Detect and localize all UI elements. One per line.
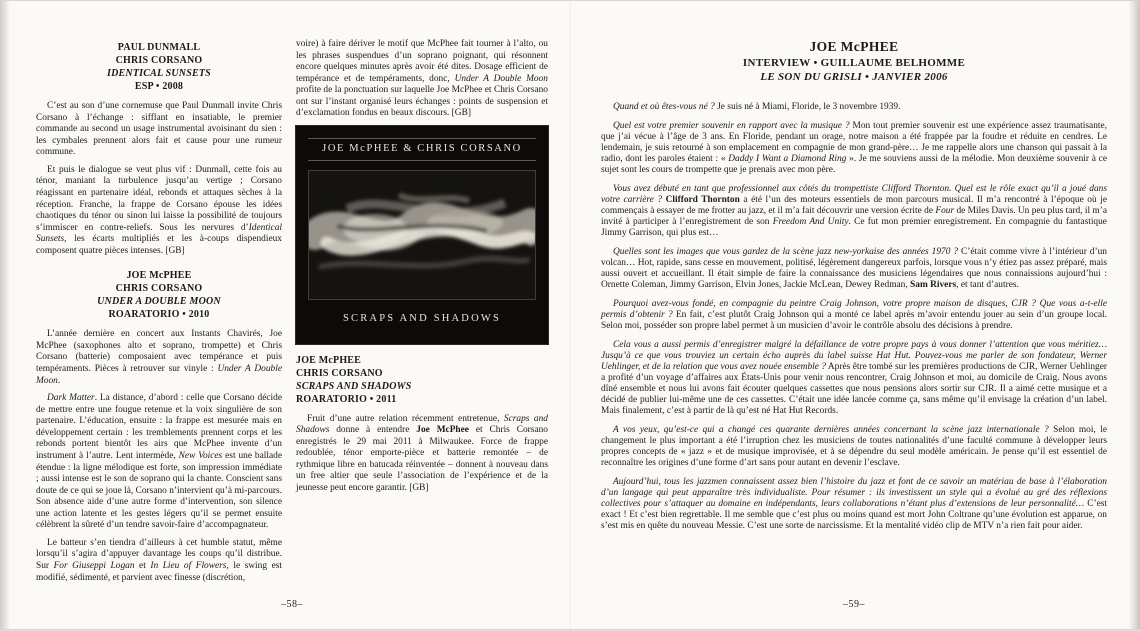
qa-paragraph: Quand et où êtes-vous né ? Je suis né à Miami, Floride, le 3 novembre 1939. <box>613 102 901 113</box>
qa-paragraph: Aujourd’hui, tous les jazzmen connaissent assez bien l’histoire du jazz et font de ce savoir un matériau de base à l’élaboration d’un langage qui peut apparaître très individualiste. Pour résumer : ils investissent un style qui a évolué au gré des réflexions collectives pour s’attaquer au domaine en indépendants, leurs collaborations n’étant plus d’extensions de leur personnalité… C’est exact ! Et c’est bien regrettable. Il me semble que c’est plus ou moins quand est mort John Coltrane qu’une évolution est apparue, on s’est mis en quête du nouveau Messie. C’est une sorte de narcissisme. Et la mentalité vidéo clip de MTV n’a rien fait pour aider. <box>601 477 1108 532</box>
review-paragraph: Le batteur s’en tiendra d’ailleurs à cet humble statut, même lorsqu’il s’agira d’appuyer davantage les coups qu’il distribue. Sur For Giuseppi Logan et In Lieu of Flowers, le swing est modifié, sédimenté, et parvient avec finesse (discrétion, <box>36 537 282 583</box>
review-album-title: SCRAPS AND SHADOWS <box>296 380 412 392</box>
review-album-title: UNDER A DOUBLE MOON <box>97 296 221 308</box>
review-paragraph: C’est au son d’une cornemuse que Paul Dunmall invite Chris Corsano à l’échange : sifflant en insatiable, le premier commande au second un usage instrumental avoisinant du sien : les cymbales prennent alors fait et cause pour une rumeur commune. <box>36 101 282 158</box>
abstract-painting <box>309 171 535 299</box>
review-header-under-a-double-moon <box>36 269 282 321</box>
qa-paragraph: Vous avez débuté en tant que professionnel aux côtés du trompettiste Clifford Thornton. Quel est le rôle exact qu’il a joué dans votre carrière ? Clifford Thornton a été l’un des moteurs essentiels de mon parcours musical. Il m’a rencontré à l’époque où je commençais à essayer de me frotter au jazz, et il m’a fait découvrir une version écrite de Four de Miles Davis. Un peu plus tard, il m’a invité à participer à l’enregistrement de son Freedom And Unity. Ce fut mon premier enregistrement. En compagnie du fantastique Jimmy Garrison, qui plus est… <box>601 184 1107 239</box>
qa-paragraph: Quel est votre premier souvenir en rapport avec la musique ? Mon tout premier souvenir est une expérience assez traumatisante, que j’ai vécue à l’âge de 3 ans. En Floride, pendant un orage, notre maison a été frappée par la foudre et réduite en cendres. Le lendemain, je suis retourné à son emplacement en compagnie de mon grand-père… Je me rappelle alors une chanson qui passait à la radio, dont les paroles étaient : « Daddy I Want a Diamond Ring ». Je me souviens aussi de la mélodie. Mon deuxième souvenir à ce sujet sont les cours de trompette que je prenais avec mon père. <box>601 121 1107 176</box>
qa-paragraph: A vos yeux, qu’est-ce qui a changé ces quarante dernières années concernant la scène jazz internationale ? Selon moi, le changement le plus important a été l’irruption chez les musiciens de toutes nationalités d’une faculté commune à développer leurs propres concepts de « jazz » et de musique improvisée, et à se dépendre du seul modèle américain. Je pense qu’il est essentiel de reconnaître les origines d’une forme d’art sans pour autant en devenir l’esclave. <box>601 425 1107 469</box>
qa-paragraph: Cela vous a aussi permis d’enregistrer malgré la défaillance de votre propre pays à vous donner l’attention que vous méritiez… Jusqu’à ce que vous trouviez un certain écho auprès du label suisse Hat Hut. Pouvez-vous me parler de son fondateur, Werner Uehlinger, et de la relation que vous avez nouée ensemble ? Après être tombé sur les premières productions de CJR, Werner Uehlinger a profité d’un voyage d’affaires aux États-Unis pour venir nous rencontrer, Craig Johnson et moi, au domicile de Craig. Nous avons dîné ensemble et nous lui avons fait écouter quelques cassettes que nous pensions alors sortir sur CJR. Il a aimé cette musique et a décidé de publier lui-même une de ces cassettes. C’était une idée lancée comme ça, sans même qu’il envisage la création d’un label. Mais finalement, c’est à partir de là qu’est né Hat Hut Records. <box>601 340 1107 417</box>
left-page-column-1 <box>36 39 282 590</box>
review-paragraph: Dark Matter. La distance, d’abord : celle que Corsano décide de mettre entre une fougue retenue et la voix singulière de son partenaire. L’éducation, ensuite : la frappe est mesurée mais en développement certain : les tremblements prennent corps et les rebonds portent bientôt les airs que McPhee invente d’un instrument à l’autre. Lent intermède, New Voices est une ballade étendue : la ligne mélodique est forte, son impression immédiate ; aussi intense est le son de soprano qui la chante. Conscient sans doute de ce qui se joue là, Corsano n’intervient qu’à mi-parcours. Son absence aide d’une autre forme d’intervention, son silence une action latente et les gestes légers qu’il se permet ensuite célèbrent la sûreté d’un tendre savoir-faire d’accompagnateur. <box>36 393 282 531</box>
album-cover-artists: JOE McPHEE & CHRIS CORSANO <box>308 138 536 161</box>
interview-byline: INTERVIEW • GUILLAUME BELHOMME <box>742 56 966 69</box>
review-label-year: ROARATORIO • 2011 <box>296 393 397 405</box>
right-page-column <box>601 39 1107 540</box>
review-label-year: ROARATORIO • 2010 <box>108 309 210 321</box>
review-paragraph: L’année dernière en concert aux Instants Chavirés, Joe McPhee (saxophones alto et soprano, trompette) et Chris Corsano (batterie) composaient avec tempérance et puis tempéraments. Pièces à retrouver sur vinyle : Under A Double Moon. <box>36 329 282 386</box>
album-cover-art <box>308 170 536 300</box>
page-gutter <box>569 1 571 631</box>
review-artist-line: CHRIS CORSANO <box>115 55 203 66</box>
review-paragraph: Et puis le dialogue se veut plus vif : Dunmall, cette fois au ténor, maniant la turbulence jusqu’au vertige ; Corsano réagissant en partenaire idéal, rebonds et attaques sèches à la réception. Franche, la frappe de Corsano épouse les idées chaotiques du ténor ou sinon lui laisse la possibilité de toujours s’immiscer en contre-reliefs. Sous les nervures d’Identical Sunsets, les écarts multipliés et les à-coups dispendieux composent quatre pièces intenses. [GB] <box>36 164 282 256</box>
review-artist-line: CHRIS CORSANO <box>115 283 203 295</box>
review-artist-line: PAUL DUNMALL <box>117 42 201 53</box>
review-artist-line: CHRIS CORSANO <box>296 367 383 379</box>
review-paragraph-continuation: voire) à faire dériver le motif que McPhee fait tourner à l’alto, ou les phrases suspendues d’un soprano poignant, qui résonnent encore quelques minutes après avoir été dites. Dosage efficient de tempérance et de tempéraments, donc, Under A Double Moon profite de la ponctuation sur laquelle Joe McPhee et Chris Corsano ont sur l’instant organisé leurs échanges : points de suspension et d’exclamation fondus en beaux discours. [GB] <box>296 39 548 119</box>
album-cover-scraps-and-shadows <box>296 126 548 344</box>
qa-paragraph: Pourquoi avez-vous fondé, en compagnie du peintre Craig Johnson, votre propre maison de disques, CJR ? Que vous a-t-elle permis d’obtenir ? En fait, c’est plutôt Craig Johnson qui a monté ce label après m’avoir entendu jouer au sein d’un groupe local. Selon moi, posséder son propre label permet à un musicien d’avoir le contrôle absolu des décisions à prendre. <box>601 299 1107 332</box>
review-artist-line: JOE McPHEE <box>296 354 362 366</box>
review-label-year: ESP • 2008 <box>134 81 184 92</box>
review-header-scraps-and-shadows <box>296 354 548 406</box>
page-number-left: –58– <box>281 599 303 610</box>
review-paragraph: Fruit d’une autre relation récemment entretenue, Scraps and Shadows donne à entendre Joe McPhee et Chris Corsano enregistrés le 29 mai 2011 à Milwaukee. Force de frappe redoublée, ténor emporte-pièce et batterie remontée – de rythmique libre en batucada réinventée – donnent à nouveau dans un free altier que seule l’association de l’expérience et de la jeunesse peut encore garantir. [GB] <box>296 413 548 493</box>
interview-header <box>601 39 1107 84</box>
interview-artist: JOE McPHEE <box>809 39 899 54</box>
interview-source-date: LE SON DU GRISLI • JANVIER 2006 <box>760 71 948 84</box>
left-page-column-2 <box>296 39 548 500</box>
page-number-right: –59– <box>843 599 865 610</box>
review-album-title: IDENTICAL SUNSETS <box>107 68 211 79</box>
review-header-identical-sunsets <box>36 41 282 93</box>
review-artist-line: JOE McPHEE <box>126 270 192 282</box>
album-cover-title: SCRAPS AND SHADOWS <box>342 312 502 324</box>
qa-paragraph: Quelles sont les images que vous gardez de la scène jazz new-yorkaise des années 1970 ? C’était comme vivre à l’intérieur d’un volcan… Hot, rapide, sans cesse en mouvement, politisé, légèrement dangereux parfois, lorsque vous n’y étiez pas assez préparé, mais aussi ouvert et accueillant. Il était simple de faire la connaissance des musiciens légendaires que nous connaissions aujourd’hui : Ornette Coleman, Jimmy Garrison, Elvin Jones, Jackie McLean, Dewey Redman, Sam Rivers, et tant d’autres. <box>601 247 1107 291</box>
